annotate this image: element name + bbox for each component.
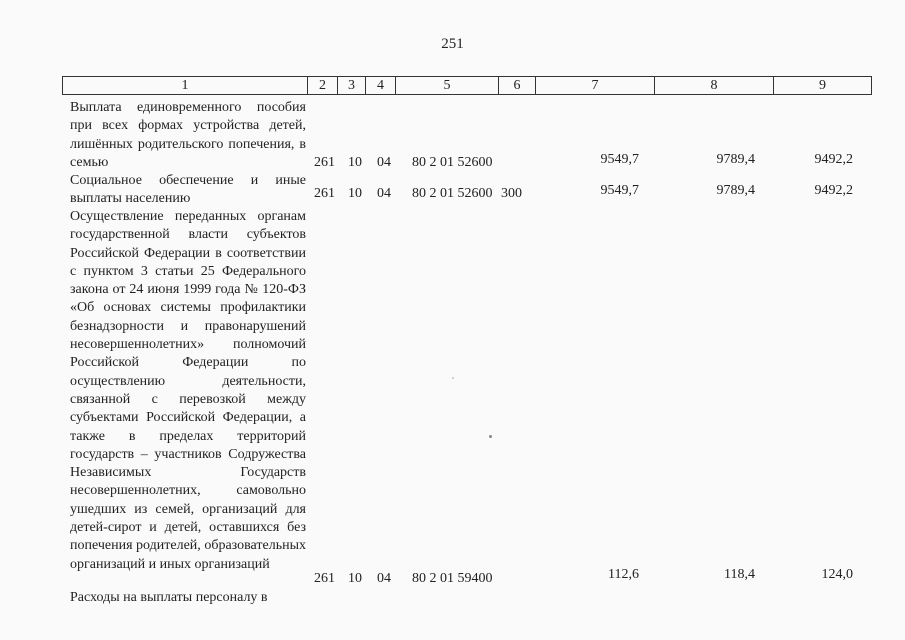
column-header-3: 3 [338, 77, 366, 95]
column-header-7: 7 [536, 77, 655, 95]
cell-col-2: 261 [314, 155, 335, 170]
cell-col-7: 9549,7 [600, 152, 639, 167]
cell-col-3: 10 [348, 186, 362, 201]
column-header-6: 6 [499, 77, 536, 95]
column-header-1: 1 [63, 77, 308, 95]
cell-col-7: 9549,7 [600, 183, 639, 198]
column-header-9: 9 [774, 77, 872, 95]
cell-col-9: 9492,2 [814, 183, 853, 198]
cell-col-4: 04 [377, 571, 391, 586]
row-description: Осуществление переданных органам государственной власти субъектов Российской Федерации в соответствии с пунктом 3 статьи 25 Федерального закона от 24 июня 1999 года № 120-ФЗ «Об основах системы профилактики безнадзорности и правонарушений несовершеннолетних» полномочий Российской Федерации по осуществлению деятельности, связанной с перевозкой между субъектами Российской Федерации, а также в пределах территорий государств – участников Содружества Независимых Государств несовершеннолетних, самовольно ушедших из семей, организаций для детей-сирот и детей, оставшихся без попечения родителей, образовательных организаций и иных организаций [70, 209, 306, 572]
page-number: 251 [441, 36, 464, 52]
scan-speck [489, 435, 492, 438]
cell-col-4: 04 [377, 186, 391, 201]
cell-col-2: 261 [314, 186, 335, 201]
cell-col-7: 112,6 [608, 567, 639, 582]
cell-col-3: 10 [348, 571, 362, 586]
cell-col-2: 261 [314, 571, 335, 586]
cell-col-8: 118,4 [724, 567, 755, 582]
cell-col-6: 300 [501, 186, 522, 201]
column-header-4: 4 [366, 77, 396, 95]
column-header-5: 5 [396, 77, 499, 95]
row-description: Расходы на выплаты персоналу в [70, 590, 268, 605]
column-header-2: 2 [308, 77, 338, 95]
column-header-8: 8 [655, 77, 774, 95]
cell-col-8: 9789,4 [716, 152, 755, 167]
cell-col-5: 80 2 01 59400 [412, 571, 493, 586]
row-description: Социальное обеспечение и иные выплаты населению [70, 173, 306, 207]
cell-col-4: 04 [377, 155, 391, 170]
cell-col-3: 10 [348, 155, 362, 170]
cell-col-8: 9789,4 [716, 183, 755, 198]
row-description: Выплата единовременного пособия при всех формах устройства детей, лишённых родительского попечения, в семью [70, 100, 306, 170]
cell-col-5: 80 2 01 52600 [412, 186, 493, 201]
scan-speck [452, 377, 454, 379]
cell-col-9: 9492,2 [814, 152, 853, 167]
cell-col-9: 124,0 [821, 567, 853, 582]
cell-col-5: 80 2 01 52600 [412, 155, 493, 170]
